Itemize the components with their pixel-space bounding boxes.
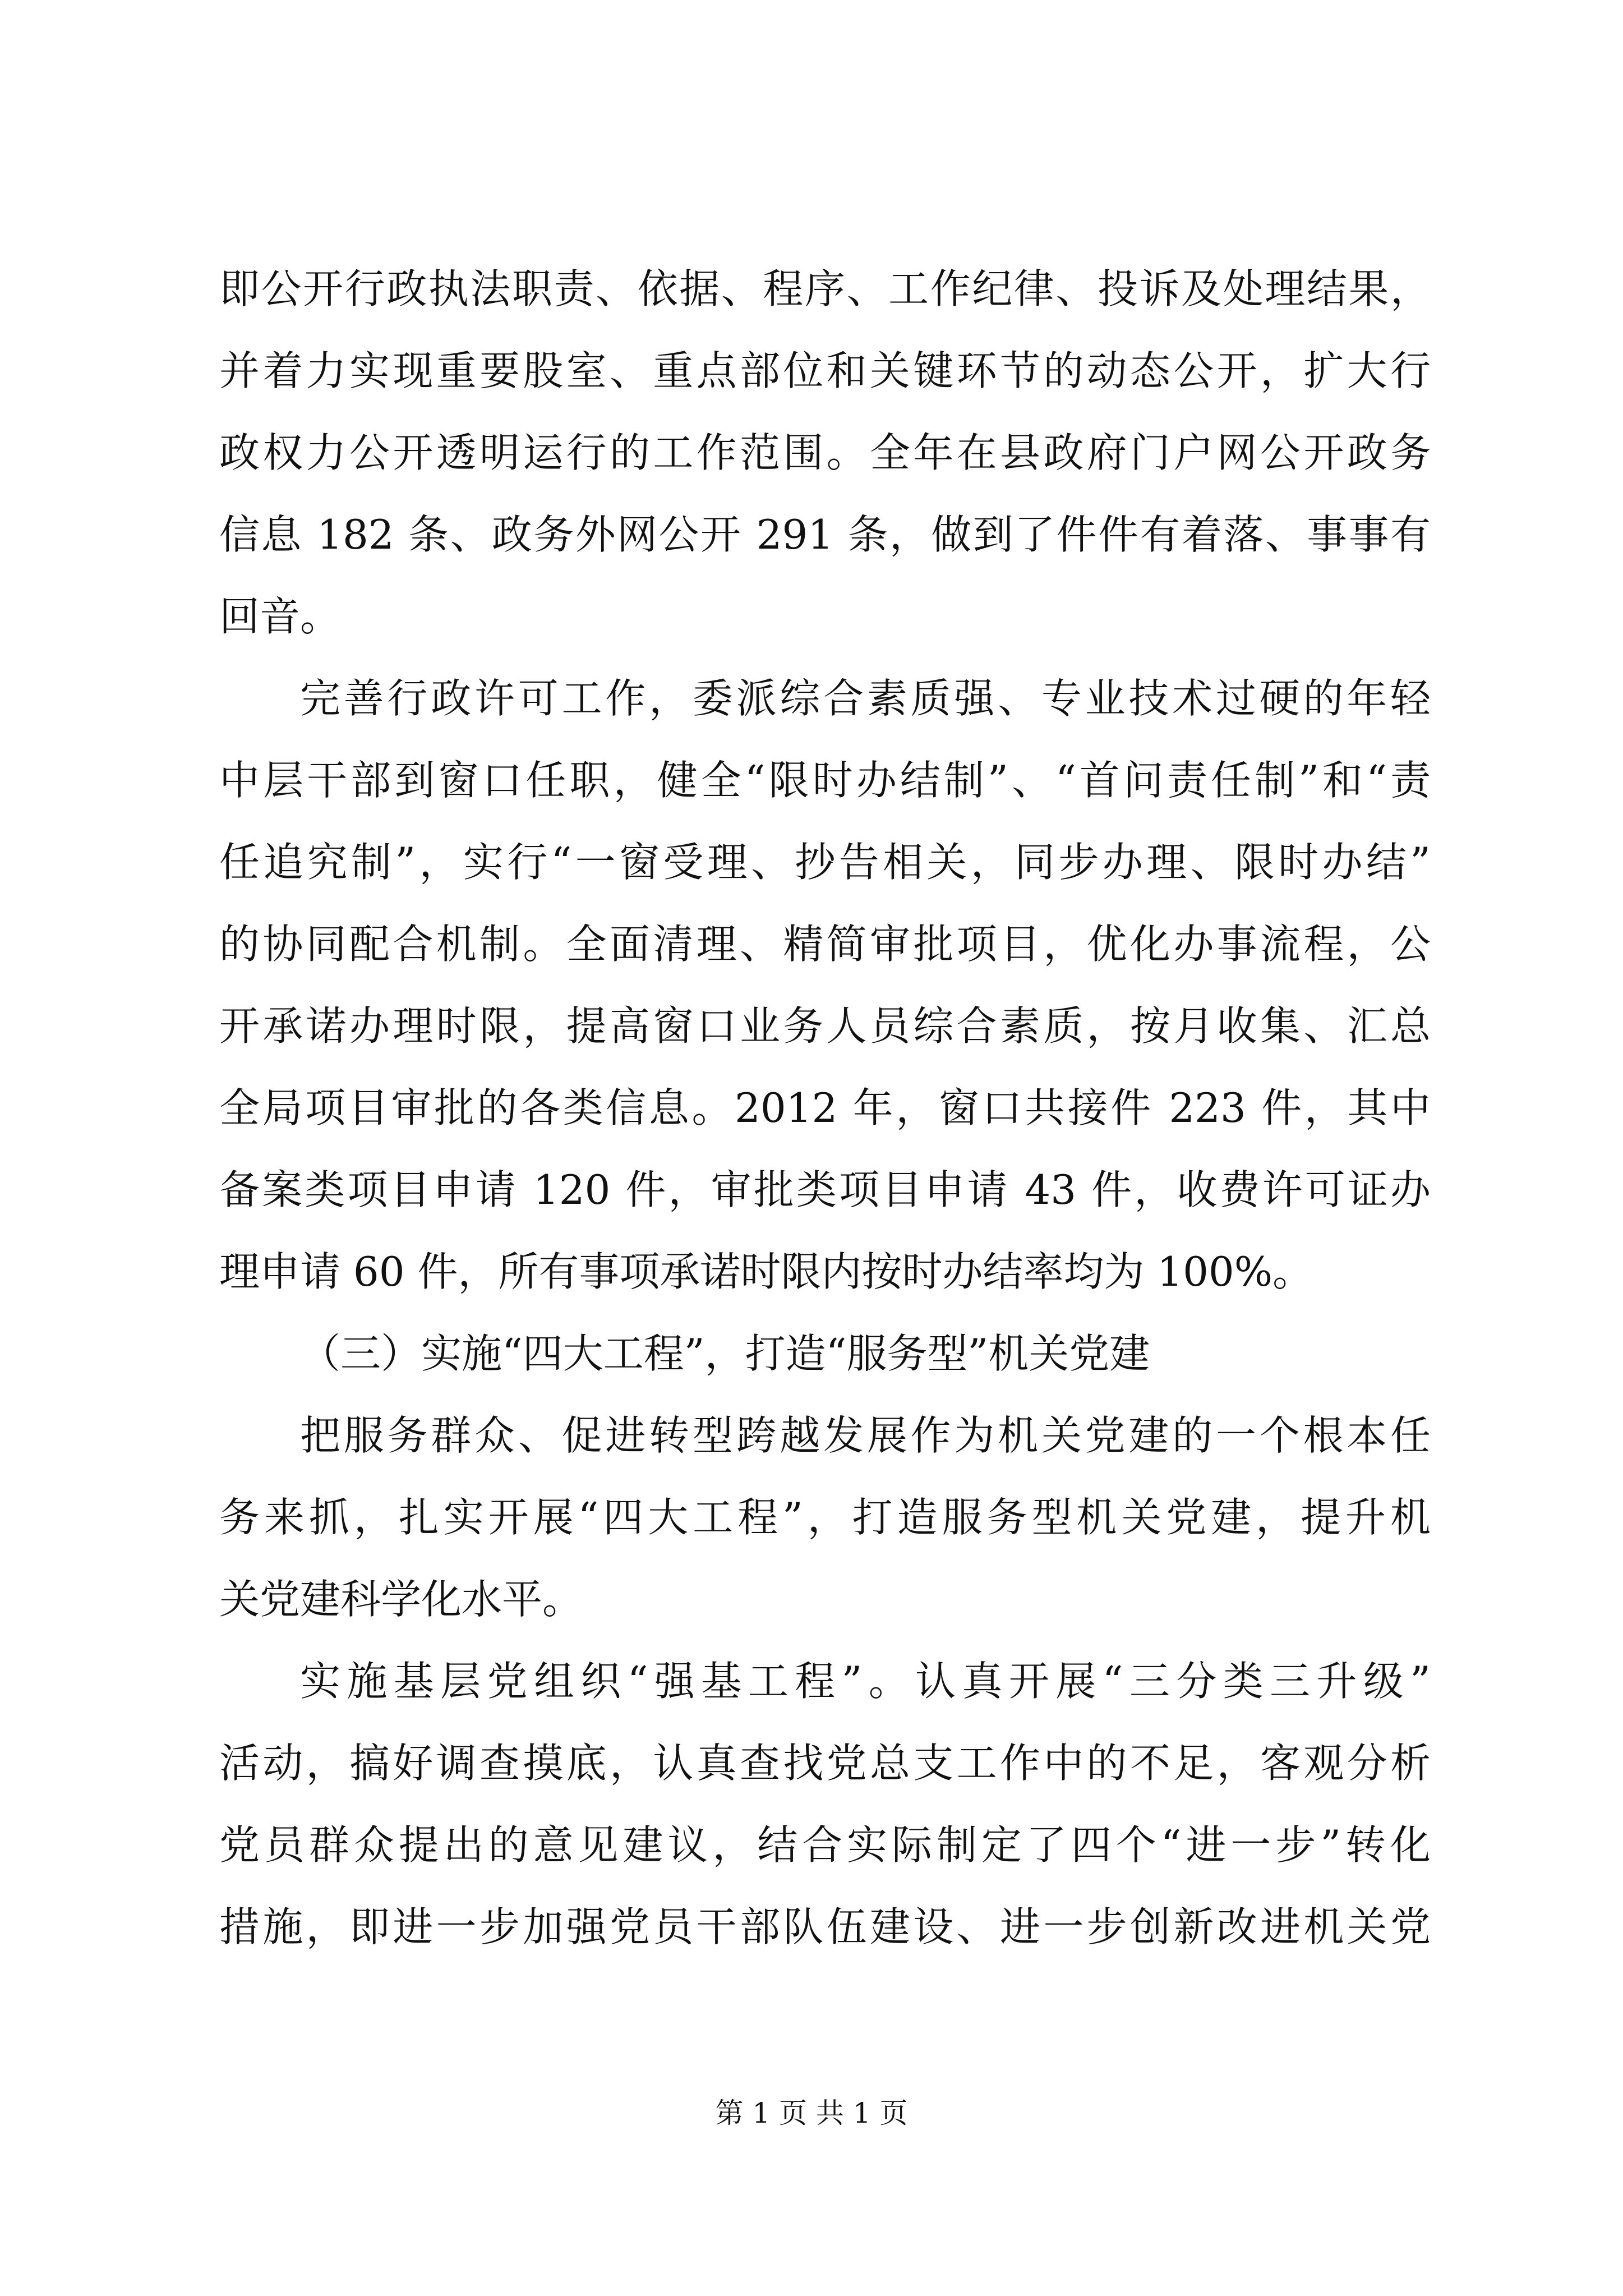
text-line: 全局项目审批的各类信息。2012 年，窗口共接件 223 件，其中 [219, 1084, 1431, 1131]
text-line: 即公开行政执法职责、依据、程序、工作纪律、投诉及处理结果， [219, 265, 1431, 312]
text-line: 回音。 [219, 593, 341, 640]
text-line: 政权力公开透明运行的工作范围。全年在县政府门户网公开政务 [219, 429, 1431, 476]
text-line: 理申请 60 件，所有事项承诺时限内按时办结率均为 100%。 [219, 1248, 1313, 1295]
page-number-footer: 第 1 页 共 1 页 [715, 2097, 908, 2129]
text-line: 党员群众提出的意见建议，结合实际制定了四个“进一步”转化 [219, 1821, 1431, 1869]
text-line: 务来抓，扎实开展“四大工程”，打造服务型机关党建，提升机 [219, 1494, 1431, 1541]
text-line: 备案类项目申请 120 件，审批类项目申请 43 件，收费许可证办 [219, 1166, 1431, 1213]
text-line: 信息 182 条、政务外网公开 291 条，做到了件件有着落、事事有 [219, 511, 1431, 558]
text-line: 并着力实现重要股室、重点部位和关键环节的动态公开，扩大行 [219, 347, 1431, 394]
text-line: 把服务群众、促进转型跨越发展作为机关党建的一个根本任 [300, 1412, 1431, 1459]
text-line: 完善行政许可工作，委派综合素质强、专业技术过硬的年轻 [300, 675, 1431, 722]
text-line: 开承诺办理时限，提高窗口业务人员综合素质，按月收集、汇总 [219, 1002, 1431, 1050]
text-line: 中层干部到窗口任职，健全“限时办结制”、“首问责任制”和“责 [219, 757, 1431, 804]
text-line: 的协同配合机制。全面清理、精简审批项目，优化办事流程，公 [219, 921, 1431, 968]
document-body [219, 248, 1431, 1968]
text-line: 关党建科学化水平。 [219, 1576, 583, 1623]
text-line: 实施基层党组织“强基工程”。认真开展“三分类三升级” [300, 1658, 1431, 1705]
text-line: 活动，搞好调查摸底，认真查找党总支工作中的不足，客观分析 [219, 1740, 1431, 1787]
text-line: 任追究制”，实行“一窗受理、抄告相关，同步办理、限时办结” [219, 839, 1431, 886]
text-line: 措施，即进一步加强党员干部队伍建设、进一步创新改进机关党 [219, 1903, 1431, 1950]
section-heading: （三）实施“四大工程”，打造“服务型”机关党建 [300, 1330, 1150, 1377]
